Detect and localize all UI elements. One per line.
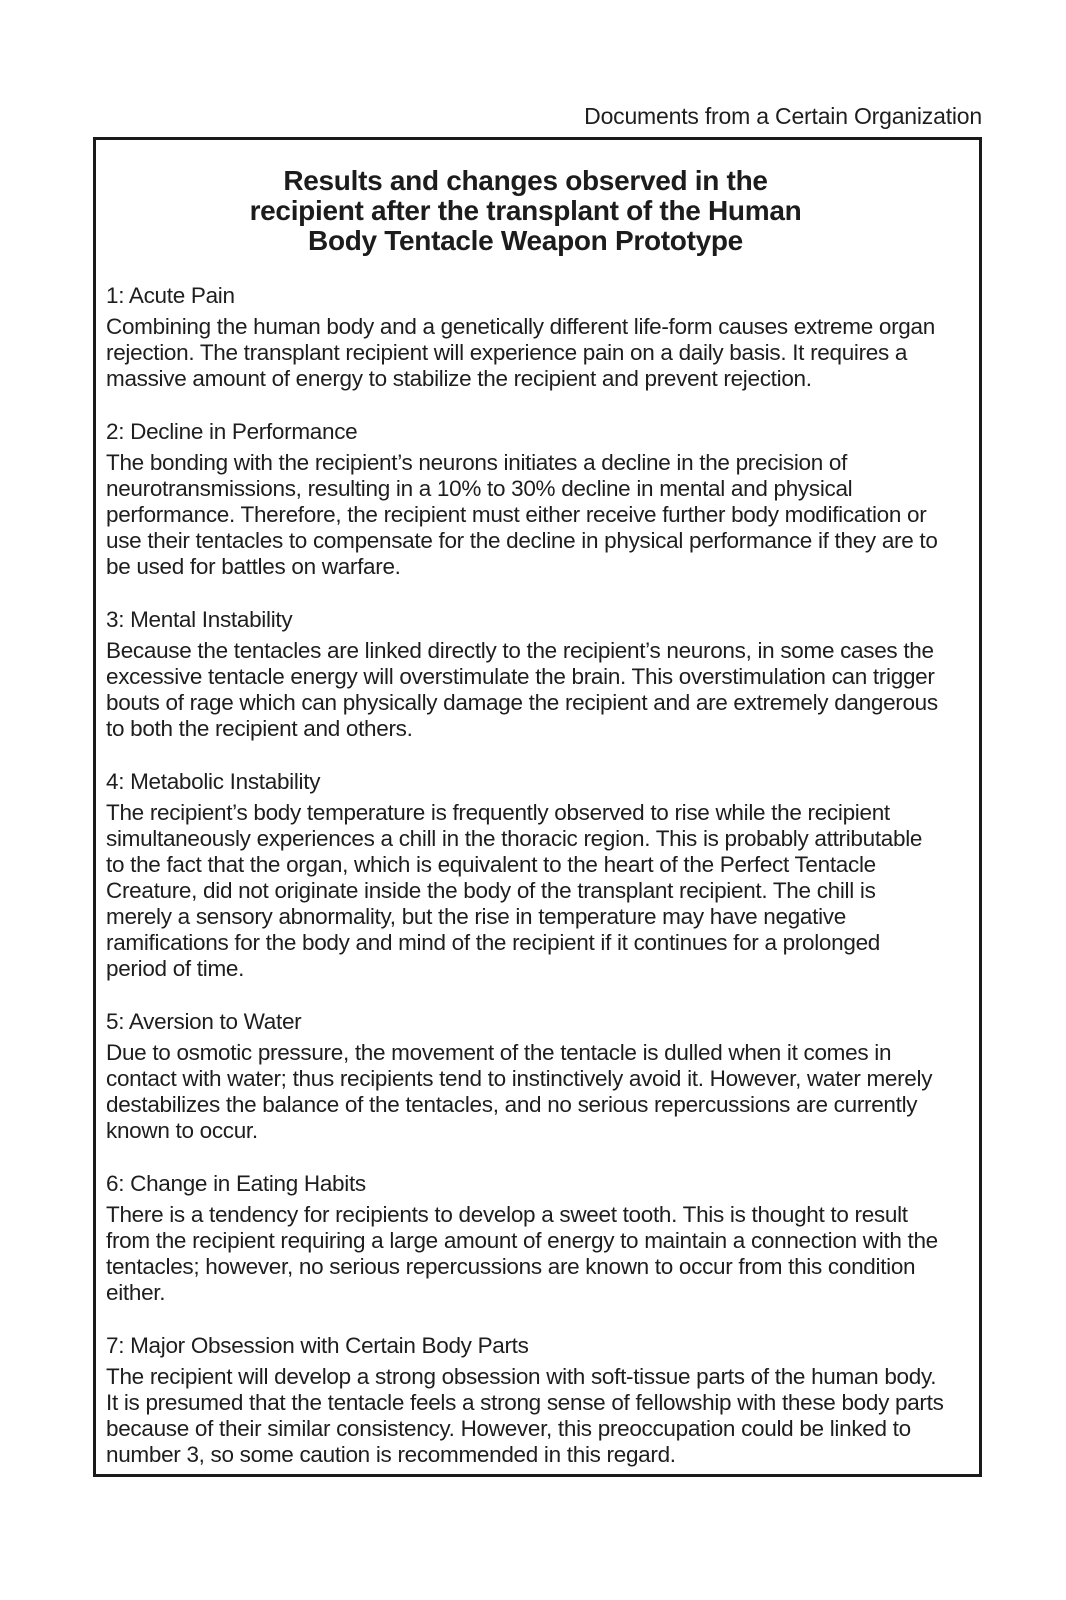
section-heading: 7: Major Obsession with Certain Body Parts (106, 1333, 529, 1358)
section-body: There is a tendency for recipients to develop a sweet tooth. This is thought to result from the recipient requiring a large amount of energy to maintain a connection with the tentacles; however, no serious repercussions are known to occur from this condition either. (106, 1202, 938, 1305)
section-body: Combining the human body and a genetically different life-form causes extreme organ rejection. The transplant recipient will experience pain on a daily basis. It requires a massive amount of energy to stabilize the recipient and prevent rejection. (106, 314, 935, 391)
sections-container (106, 283, 945, 1468)
document-section (106, 607, 945, 742)
section-heading: 2: Decline in Performance (106, 419, 358, 444)
document-section (106, 419, 945, 580)
document-title (106, 166, 945, 256)
section-heading: 1: Acute Pain (106, 283, 235, 308)
document-section (106, 1171, 945, 1306)
section-body: Because the tentacles are linked directly to the recipient’s neurons, in some cases the excessive tentacle energy will overstimulate the brain. This overstimulation can trigger bouts of rage which can physically damage the recipient and are extremely dangerous to both the recipient and others. (106, 638, 938, 741)
document-title-line-3: Body Tentacle Weapon Prototype (308, 225, 743, 256)
document-title-line-1: Results and changes observed in the (283, 165, 768, 196)
section-heading: 6: Change in Eating Habits (106, 1171, 366, 1196)
document-source-label: Documents from a Certain Organization (584, 103, 982, 129)
document-section (106, 769, 945, 982)
document-box (93, 137, 982, 1477)
document-section (106, 283, 945, 392)
section-body: Due to osmotic pressure, the movement of the tentacle is dulled when it comes in contact with water; thus recipients tend to instinctively avoid it. However, water merely destabilizes the balance of the tentacles, and no serious repercussions are currently known to occur. (106, 1040, 933, 1143)
section-heading: 5: Aversion to Water (106, 1009, 302, 1034)
section-heading: 3: Mental Instability (106, 607, 293, 632)
document-section (106, 1009, 945, 1144)
section-body: The recipient will develop a strong obsession with soft-tissue parts of the human body. It is presumed that the tentacle feels a strong sense of fellowship with these body parts because of their similar consistency. However, this preoccupation could be linked to number 3, so some caution is recommended in this regard. (106, 1364, 944, 1467)
section-body: The bonding with the recipient’s neurons initiates a decline in the precision of neurotransmissions, resulting in a 10% to 30% decline in mental and physical performance. Therefore, the recipient must either receive further body modification or use their tentacles to compensate for the decline in physical performance if they are to be used for battles on warfare. (106, 450, 938, 579)
document-title-line-2: recipient after the transplant of the Human (249, 195, 802, 226)
section-heading: 4: Metabolic Instability (106, 769, 321, 794)
document-section (106, 1333, 945, 1468)
section-body: The recipient’s body temperature is frequently observed to rise while the recipient simultaneously experiences a chill in the thoracic region. This is probably attributable to the fact that the organ, which is equivalent to the heart of the Perfect Tentacle Creature, did not originate inside the body of the transplant recipient. The chill is merely a sensory abnormality, but the rise in temperature may have negative ramifications for the body and mind of the recipient if it continues for a prolonged period of time. (106, 800, 923, 981)
